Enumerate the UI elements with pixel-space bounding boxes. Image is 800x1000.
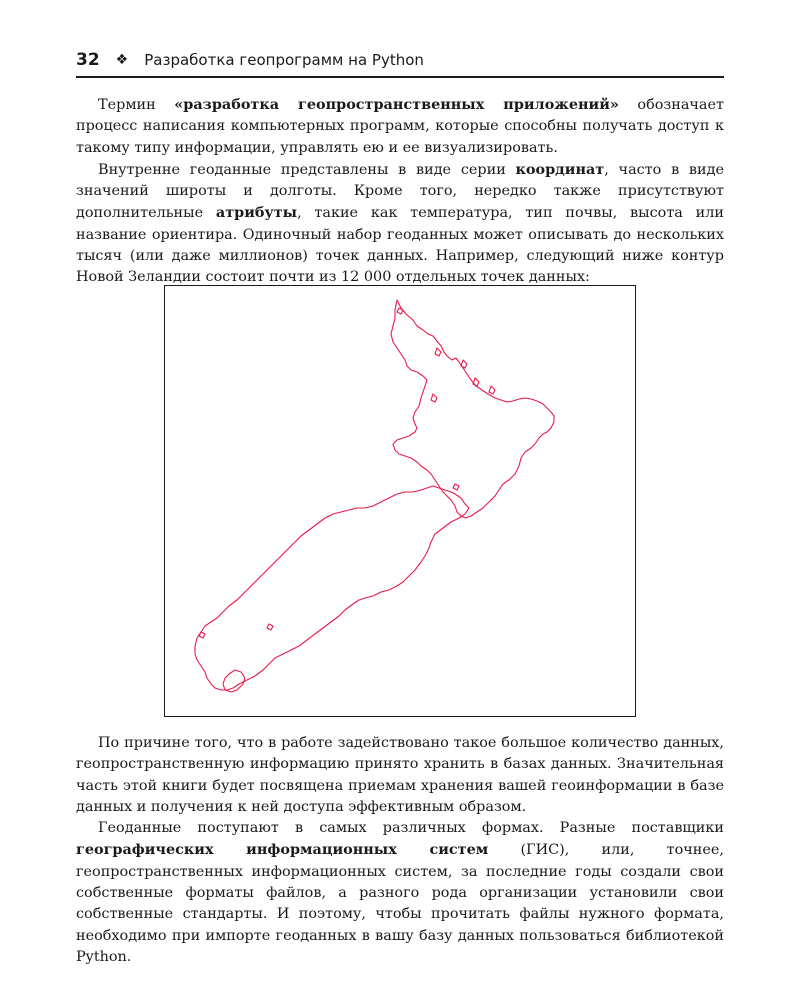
island-outline (489, 386, 495, 394)
text-block-top (76, 94, 724, 289)
island-outline (473, 378, 479, 386)
diamond-separator-icon: ❖ (115, 52, 129, 68)
term-bold: «разработка геопространственных приложений» (174, 96, 619, 113)
paragraph-2 (76, 159, 724, 289)
stewart-island-outline (223, 670, 245, 692)
term-bold: географических информационных систем (76, 841, 489, 859)
text-run: , часто в виде значений широты и долготы. Кроме того, нередко также присутствуют дополнительные (76, 161, 724, 222)
term-bold: координат (515, 160, 605, 178)
text-block-bottom (76, 733, 724, 968)
island-outline (435, 348, 441, 356)
text-run: Геоданные поступают в самых различных формах. Разные поставщики (98, 820, 724, 837)
new-zealand-map-svg (165, 286, 635, 716)
nz-outline-figure (164, 285, 636, 717)
paragraph-3: По причине того, что в работе задействовано такое большое количество данных, геопространственную информацию принято хранить в базах данных. Значительная часть этой книги будет посвящена приемам хранения вашей геоинформации в базе данных и получения к ней доступа эффективным образом. (76, 735, 724, 815)
page-number: 32 (76, 50, 100, 70)
paragraph-1 (76, 94, 724, 159)
text-run: Термин (98, 97, 175, 113)
term-bold: атрибуты (215, 204, 298, 222)
text-run: (ГИС), или, точнее, геопространственных информационных систем, за последние годы создали свои собственные форматы файлов, а разного рода организации установили свои собственные стандарты. И поэтому, чтобы прочитать файлы нужного формата, необходимо при импорте геоданных в вашу базу данных пользоваться библиотекой Python. (76, 842, 724, 965)
running-header (76, 44, 724, 78)
text-run: Внутренне геоданные представлены в виде серии (98, 161, 516, 178)
text-run: , такие как температура, тип почвы, высота или название ориентира. Одиночный набор геоданных может описывать до нескольких тысяч (или даже миллионов) точек данных. Например, следующий ниже контур Новой Зеландии состоит почти из 12 000 отдельных точек данных: (76, 205, 724, 286)
island-outline (267, 624, 273, 630)
south-island-outline (195, 486, 469, 690)
north-island-outline (391, 300, 554, 518)
paragraph-4 (76, 818, 724, 968)
island-outline (431, 394, 437, 402)
running-title: Разработка геопрограмм на Python (144, 51, 424, 69)
island-outline (453, 484, 459, 490)
island-outline (461, 360, 467, 368)
text-run: обозначает процесс написания компьютерных программ, которые способны получать доступ к такому типу информации, управлять ею и ее визуализировать. (76, 97, 724, 156)
